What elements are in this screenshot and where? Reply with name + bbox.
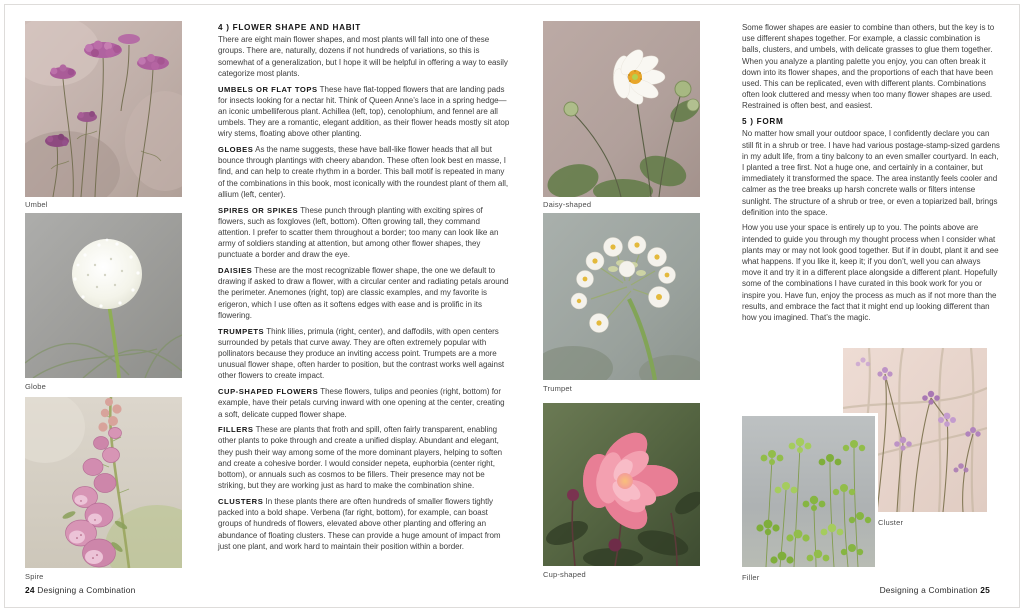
section-daisies — [218, 265, 510, 321]
fillers-term: FILLERS — [218, 425, 254, 435]
daisies-term: DAISIES — [218, 266, 253, 276]
combining-shapes-paragraph: Some flower shapes are easier to combine than others, but the key is to use different shapes together. For example, a classic combination is balls, clusters, and umbels, with delicate grasses to glue them together. When you analyze a planting palette you enjoy, you can often break it down into its flower shapes, and the proportions of each that have been used. This can be replicated, even with different plants. Combinations often look cluttered and messy when too many flower shapes are used. Restrained is often best, and easiest. — [742, 23, 995, 111]
fillers-text: These are plants that froth and spill, often fairly transparent, enabling other plants to poke through and create a unified display. Abundant and elegant, they push their way among some of the more dominant players, helping to soften and create a cohesive border. I would consider nepeta, euphorbia (center right, bottom), or annuals such as cosmos to be fillers. Their presence may not be striking, but they are working just as hard to make the combination shine. — [218, 425, 503, 491]
daisy-caption: Daisy-shaped — [543, 200, 592, 209]
left-page-number: 24 — [25, 585, 35, 595]
left-text-column — [218, 22, 510, 552]
filler-caption: Filler — [742, 573, 760, 582]
umbel-photo — [25, 21, 182, 197]
filler-photo — [742, 416, 875, 567]
trumpets-term: TRUMPETS — [218, 326, 265, 336]
globes-term: GLOBES — [218, 145, 254, 155]
umbels-text: These have flat-topped flowers that are landing pads for insects looking for a nectar hit. Think of Queen Anne’s lace in a spring hedge—an iconic umbelliferous plant. Achillea (left, top), cenolophium, and fennel are all umbels. They are a romantic, elegant addition, as their flower heads mostly sit atop wiry stems, floating above other planting. — [218, 84, 510, 139]
globe-photo — [25, 213, 182, 378]
cup-shaped-term: CUP-SHAPED FLOWERS — [218, 387, 319, 397]
cup-shaped-text: These flowers, tulips and peonies (right, bottom) for example, have their petals curving inward with one opening at the center, creating a soft, delicate cupped flower shape. — [218, 387, 505, 419]
section-globes — [218, 144, 510, 200]
closing-paragraph: How you use your space is entirely up to you. The points above are intended to guide you through my thought process when I consider what plants may or may not look good together. But if in doubt, plant it and see what happens. If you like it, keep it; if you don’t, well you can always move it and try it in a different place alongside a different plant. Hopefully some of the combinations I have curated in this book work for you or inspire you. Have fun, enjoy the process as much as if not more than the results, and embrace the fact that it might end up looking different than how you imagined. That’s the magic. — [742, 223, 999, 323]
section-trumpets — [218, 326, 510, 382]
globe-caption: Globe — [25, 382, 47, 391]
cup-shaped-caption: Cup-shaped — [543, 570, 586, 579]
globes-text: As the name suggests, these have ball-like flower heads that all but bounce through plantings with cheery abandon. These often look best en masse, I find, and can help to create rhythm in a border. This ball motif is repeated in many of the combinations in this book, most iconically with the roundest plant of them all, allium (left, center). — [218, 145, 509, 199]
umbel-caption: Umbel — [25, 200, 48, 209]
spire-caption: Spire — [25, 572, 44, 581]
form-paragraph: No matter how small your outdoor space, I confidently declare you can still fit in a shrub or tree. I have had various postage-stamp-sized gardens in my adult life, from a tiny balcony to an even smaller courtyard. In each, I planted a tree first. Not a huge one, and certainly in a container, but immediately it transformed the space. The area instantly feels cooler and calmer as the tree breaks up harsh concrete walls or filters intense sunlight. The structure of a shrub or tree, or even a topiarized ball, brings definition into the space. — [742, 129, 1000, 217]
daisies-text: These are the most recognizable flower shape, the one we default to drawing if asked to draw a flower, with a circular center and radiating petals around the perimeter. Anemones (right, top) are classic examples, and my favorite is erigeron, which I use often as it softens edges with ease and is prolific in its flowering. — [218, 266, 509, 320]
right-text-column — [742, 22, 1000, 323]
spires-text: These punch through planting with exciting spires of flowers, such as foxgloves (left, bottom). Often growing tall, they command attention. I prefer to scatter them throughout a border; too many can look like an army of soldiers standing at attention, but among other flower shapes, they punctuate a border and draw the eye. — [218, 205, 499, 260]
trumpet-photo — [543, 213, 700, 380]
section-cup-shaped — [218, 386, 510, 420]
daisy-photo — [543, 21, 700, 197]
cup-shaped-photo — [543, 403, 700, 566]
right-page-number: 25 — [980, 585, 990, 595]
left-footer — [25, 585, 135, 595]
section-fillers — [218, 424, 510, 491]
spires-term: SPIRES OR SPIKES — [218, 205, 299, 215]
cluster-caption: Cluster — [878, 518, 904, 527]
clusters-text: In these plants there are often hundreds of smaller flowers tightly packed into a bold shape. Verbena (far right, bottom), for example, can boast groups of hundreds of flowers, elevated above other planting and offering an abundance of floating clusters. These can provide a huge amount of impact from just one plant, and work hard to maintain their position within a border. — [218, 496, 501, 551]
flower-shape-intro: There are eight main flower shapes, and most plants will fall into one of these groups. There are, naturally, dozens if not hundreds of variations, so this is somewhat of a generalization, but I hope it will be helpful in offering a way to easily categorize most plants. — [218, 35, 508, 78]
left-footer-title: Designing a Combination — [37, 585, 136, 595]
section-umbels — [218, 84, 510, 140]
trumpets-text: Think lilies, primula (right, center), and daffodils, with open centers surrounded by petals that curve away. They are often extremely popular with pollinators because they produce an inviting access point. Trumpets are a more unusual flower shape, often harder to position, but the contrast works well against other flowers to create impact. — [218, 326, 505, 381]
section-clusters — [218, 496, 510, 552]
section-spires — [218, 205, 510, 261]
form-heading: 5 ) FORM — [742, 117, 784, 127]
clusters-term: CLUSTERS — [218, 496, 264, 506]
umbels-term: UMBELS OR FLAT TOPS — [218, 84, 318, 94]
right-footer-title: Designing a Combination — [879, 585, 978, 595]
trumpet-caption: Trumpet — [543, 384, 573, 393]
flower-shape-heading: 4 ) FLOWER SHAPE AND HABIT — [218, 23, 361, 32]
spire-photo — [25, 397, 182, 568]
right-footer — [790, 585, 990, 595]
